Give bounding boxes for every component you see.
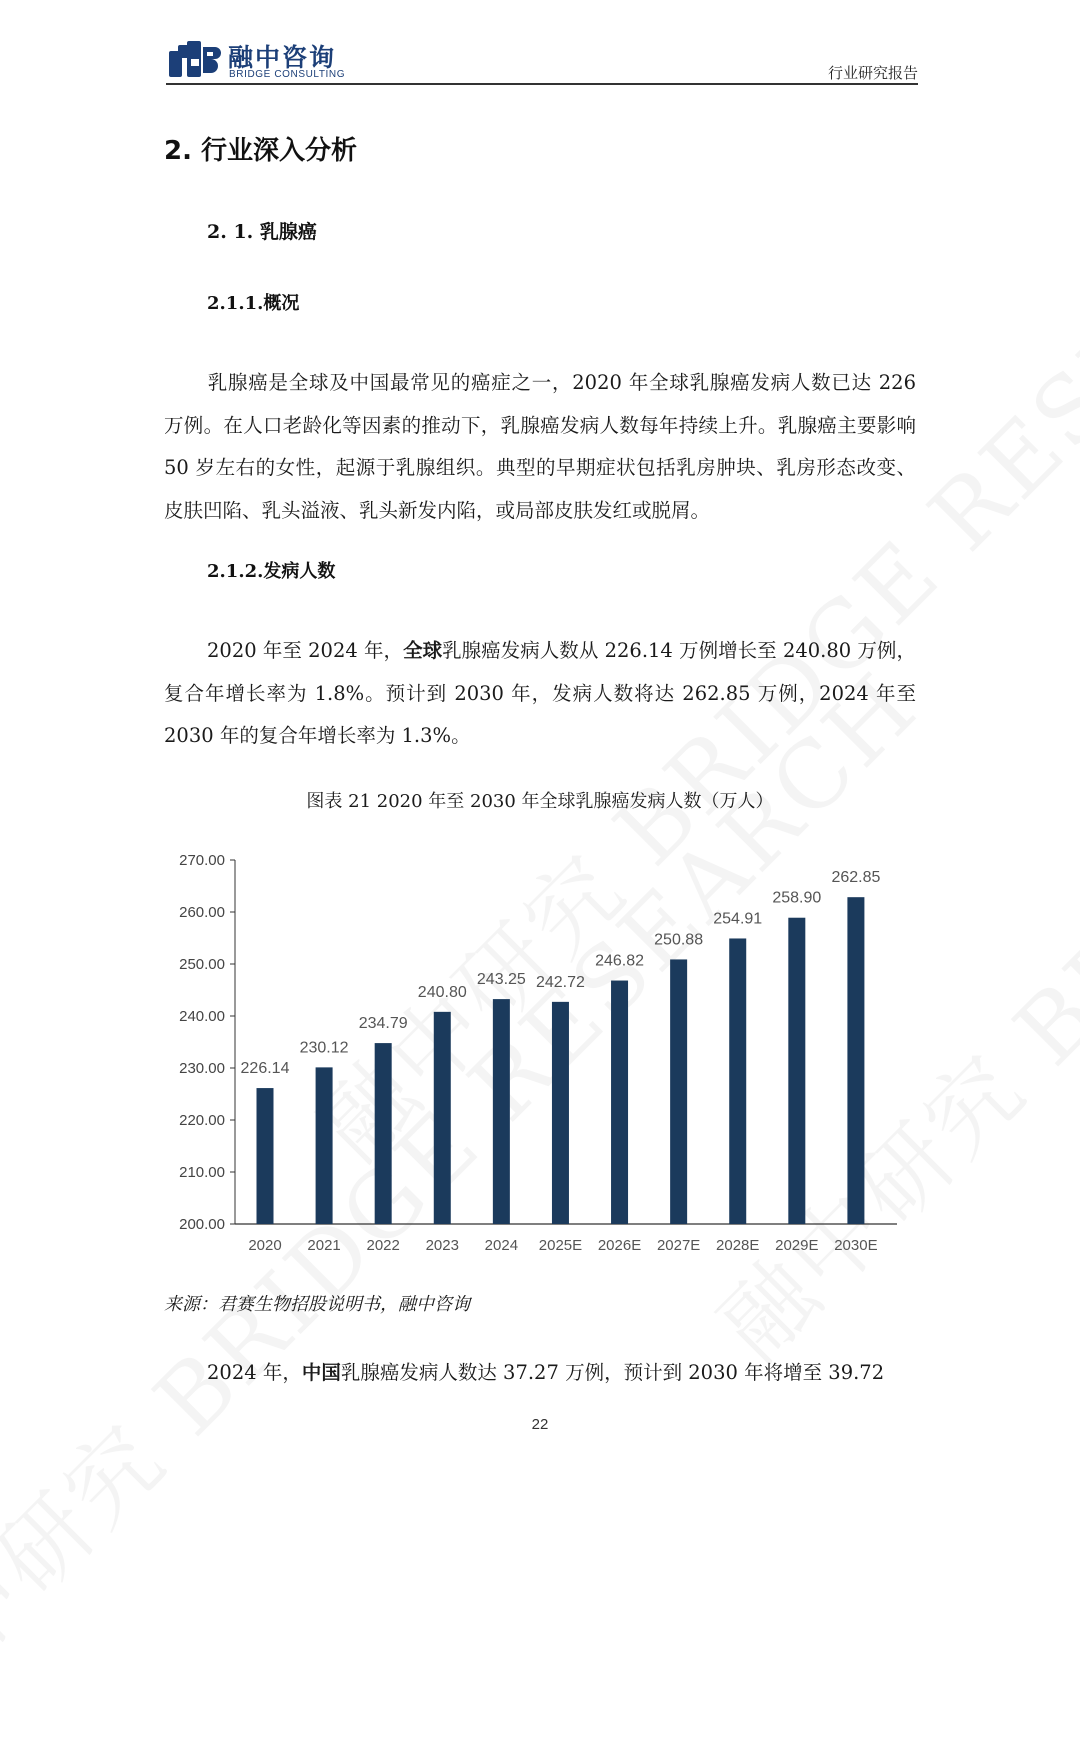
bar — [257, 1088, 274, 1224]
data-label: 246.82 — [595, 952, 645, 970]
overview-heading: 2.1.1.概况 — [207, 293, 300, 314]
bar — [434, 1012, 451, 1224]
bar — [375, 1043, 392, 1224]
subsection-heading: 2. 1. 乳腺癌 — [207, 221, 317, 243]
brand-name: 融中咨询 — [228, 43, 337, 72]
x-tick-label: 2026E — [597, 1237, 642, 1254]
brand-logo-icon — [169, 41, 221, 79]
x-tick-label: 2024 — [484, 1237, 519, 1254]
data-label: 258.90 — [772, 889, 822, 907]
china-paragraph: 2024 年，中国乳腺癌发病人数达 37.27 万例，预计到 2030 年将增至 39.72 — [207, 1361, 885, 1384]
x-tick-label: 2021 — [307, 1237, 341, 1254]
y-tick-label: 260.00 — [179, 904, 225, 921]
data-label: 254.91 — [713, 910, 763, 928]
data-label: 230.12 — [299, 1039, 349, 1057]
figure-caption: 图表 21 2020 年至 2030 年全球乳腺癌发病人数（万人） — [306, 791, 774, 812]
x-tick-label: 2027E — [656, 1237, 701, 1254]
bar — [847, 897, 864, 1224]
y-tick-label: 210.00 — [179, 1164, 225, 1181]
page-header — [166, 36, 918, 86]
y-tick-label: 240.00 — [179, 1008, 225, 1025]
page-number: 22 — [531, 1416, 549, 1433]
bar — [611, 981, 628, 1224]
y-tick-label: 200.00 — [179, 1216, 225, 1233]
data-label: 250.88 — [654, 931, 704, 949]
data-label: 242.72 — [535, 973, 585, 991]
data-label: 262.85 — [831, 869, 881, 887]
data-label: 243.25 — [476, 971, 526, 989]
bar — [788, 918, 805, 1224]
incidence-bar-chart — [160, 840, 910, 1260]
overview-paragraph: 乳腺癌是全球及中国最常见的癌症之一，2020 年全球乳腺癌发病人数已达 226 万例。在人口老龄化等因素的推动下，乳腺癌发病人数每年持续上升。乳腺癌主要影响 50 岁左右的女性，起源于乳腺组织。典型的早期症状包括乳房肿块、乳房形态改变、皮肤凹陷、乳头溢液、乳头新发内陷，或局部皮肤发红或脱屑。 — [164, 371, 916, 522]
header-divider — [166, 83, 918, 85]
figure-source: 来源：君赛生物招股说明书，融中咨询 — [164, 1294, 470, 1315]
x-tick-label: 2022 — [366, 1237, 400, 1254]
x-tick-label: 2020 — [248, 1237, 282, 1254]
incidence-paragraph: 2020 年至 2024 年，全球乳腺癌发病人数从 226.14 万例增长至 240.80 万例，复合年增长率为 1.8%。预计到 2030 年，发病人数将达 262.85 万例，2024 年至 2030 年的复合年增长率为 1.3%。 — [164, 639, 916, 747]
x-tick-label: 2029E — [775, 1237, 819, 1254]
x-tick-label: 2030E — [834, 1237, 878, 1254]
y-tick-label: 250.00 — [179, 956, 225, 973]
bar — [493, 999, 510, 1224]
y-tick-label: 270.00 — [179, 852, 225, 869]
brand-name-en: BRIDGE CONSULTING — [229, 69, 346, 80]
report-type: 行业研究报告 — [827, 64, 918, 82]
y-tick-label: 230.00 — [179, 1060, 225, 1077]
x-tick-label: 2025E — [538, 1237, 583, 1254]
bar — [316, 1067, 333, 1224]
data-label: 240.80 — [417, 983, 467, 1001]
section-heading: 2. 行业深入分析 — [164, 136, 358, 166]
data-label: 226.14 — [240, 1060, 290, 1078]
x-tick-label: 2028E — [716, 1237, 760, 1254]
bar — [552, 1002, 569, 1224]
x-tick-label: 2023 — [425, 1237, 459, 1254]
y-tick-label: 220.00 — [179, 1112, 225, 1129]
incidence-heading: 2.1.2.发病人数 — [207, 561, 336, 582]
bar — [729, 938, 746, 1224]
bar — [670, 959, 687, 1224]
data-label: 234.79 — [358, 1015, 408, 1033]
